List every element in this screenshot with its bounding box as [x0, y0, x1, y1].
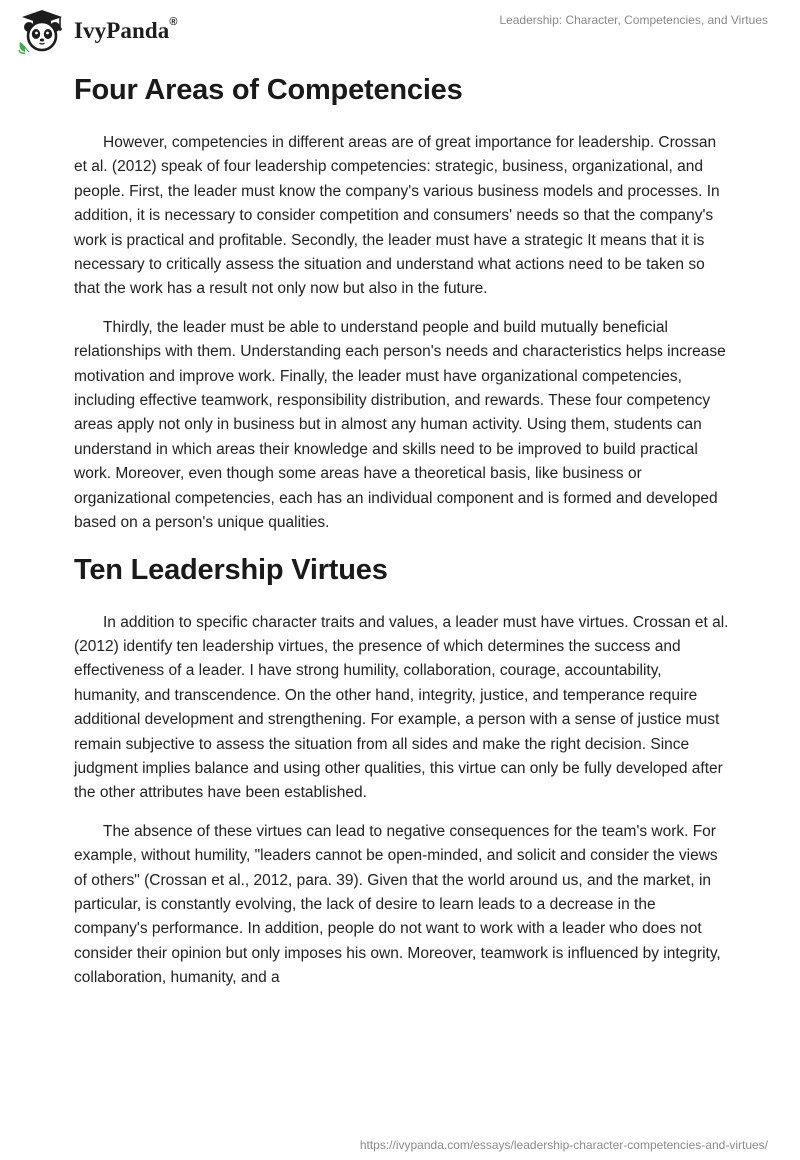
paragraph: In addition to specific character traits and values, a leader must have virtues. Crossan et al. (2012) identify ten leadership virtues, the presence of which determines the success and effectiveness of a leader. I have strong humility, collaboration, courage, accountability, humanity, and transcendence. On the other hand, integrity, justice, and temperance require additional development and strengthening. For example, a person with a sense of justice must remain subjective to assess the situation from all sides and make the right decision. Since judgment implies balance and using other qualities, this virtue can only be fully developed after the other attributes have been established. — [74, 613, 729, 802]
registered-mark: ® — [169, 16, 178, 28]
section-heading-competencies: Four Areas of Competencies — [74, 74, 463, 106]
essay-content — [74, 68, 730, 991]
ivypanda-logo[interactable] — [16, 8, 178, 54]
document-title: Leadership: Character, Competencies, and Virtues — [499, 13, 768, 27]
page-header — [0, 0, 800, 60]
paragraph: Thirdly, the leader must be able to understand people and build mutually beneficial relationships with them. Understanding each person's needs and characteristics helps increase motivation and improve work. Finally, the leader must have organizational competencies, including effective teamwork, responsibility distribution, and rewards. These four competency areas apply not only in business but in almost any human activity. Using them, students can understand in which areas their knowledge and skills need to be improved to build practical work. Moreover, even though some areas have a theoretical basis, like business or organizational competencies, each has an individual component and is formed and developed based on a person's unique qualities. — [74, 318, 726, 532]
panda-graduate-icon — [16, 8, 68, 54]
source-url[interactable]: https://ivypanda.com/essays/leadership-character-competencies-and-virtues/ — [359, 1138, 768, 1152]
paragraph: However, competencies in different areas are of great importance for leadership. Crossan et al. (2012) speak of four leadership competencies: strategic, business, organizational, and people. First, the leader must know the company's various business models and processes. In addition, it is necessary to consider competition and consumers' needs so that the company's work is practical and profitable. Secondly, the leader must have a strategic It means that it is necessary to critically assess the situation and understand what actions need to be taken so that the work has a result not only now but also in the future. — [74, 134, 720, 298]
section-heading-virtues: Ten Leadership Virtues — [74, 553, 388, 586]
paragraph: The absence of these virtues can lead to negative consequences for the team's work. For example, without humility, "leaders cannot be open-minded, and solicit and consider the views of others" (Crossan et al., 2012, para. 39). Given that the world around us, and the market, in particular, is constantly evolving, the lack of desire to learn leads to a decrease in the company's performance. In addition, people do not want to work with a leader who does not consider their opinion but only imposes his own. Moreover, teamwork is influenced by integrity, collaboration, humanity, and a — [74, 822, 721, 987]
brand-name: IvyPanda® — [74, 16, 178, 43]
